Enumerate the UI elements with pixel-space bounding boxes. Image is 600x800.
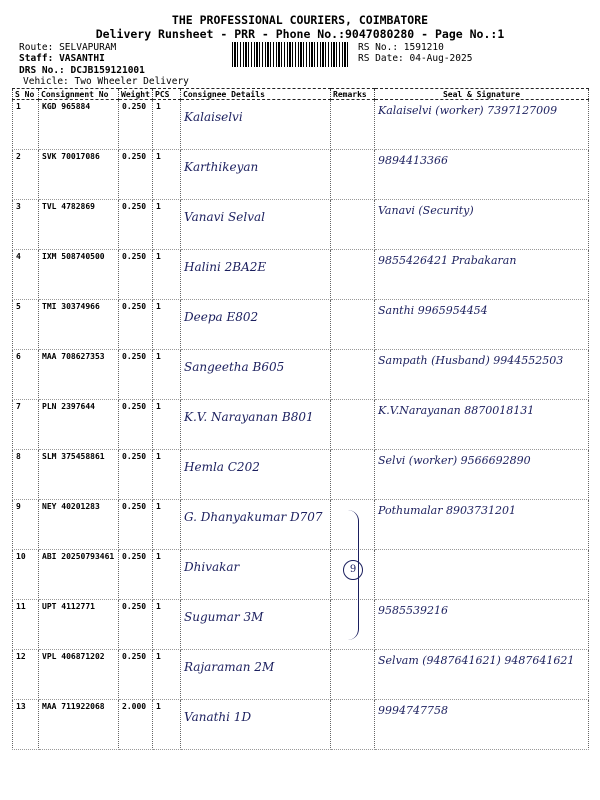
col-seal: Seal & Signature xyxy=(375,89,589,100)
rs-no-label: RS No.: xyxy=(358,42,399,53)
company-title: THE PROFESSIONAL COURIERS, COIMBATORE xyxy=(171,13,429,27)
route-line xyxy=(19,42,116,53)
vehicle-value: Two Wheeler Delivery xyxy=(74,76,189,87)
table-row xyxy=(13,500,589,550)
row-remarks xyxy=(331,700,375,750)
row-sno: 11 xyxy=(13,600,39,650)
row-sno: 2 xyxy=(13,150,39,200)
row-weight: 0.250 xyxy=(119,550,153,600)
row-sno: 7 xyxy=(13,400,39,450)
vehicle-line xyxy=(23,76,189,87)
row-weight: 2.000 xyxy=(119,700,153,750)
row-consignee-handwriting: Dhivakar xyxy=(181,550,331,600)
circled-number: 9 xyxy=(343,560,363,580)
row-pcs: 1 xyxy=(153,300,181,350)
row-weight: 0.250 xyxy=(119,150,153,200)
row-seal-signature: Kalaiselvi (worker) 7397127009 xyxy=(375,100,589,150)
row-weight: 0.250 xyxy=(119,600,153,650)
row-remarks xyxy=(331,200,375,250)
row-consignee-handwriting: Hemla C202 xyxy=(181,450,331,500)
row-consignment-no: ABI 20250793461 xyxy=(39,550,119,600)
staff-label: Staff: xyxy=(19,53,54,64)
row-sno: 8 xyxy=(13,450,39,500)
row-seal-signature: 9894413366 xyxy=(375,150,589,200)
row-consignee-handwriting: Sugumar 3M xyxy=(181,600,331,650)
runsheet-table xyxy=(12,88,589,750)
col-sno: S No xyxy=(13,89,39,100)
row-consignee-handwriting: Vanathi 1D xyxy=(181,700,331,750)
table-row xyxy=(13,450,589,500)
drs-value: DCJB159121001 xyxy=(70,65,145,76)
row-seal-signature: K.V.Narayanan 8870018131 xyxy=(375,400,589,450)
table-row xyxy=(13,650,589,700)
row-pcs: 1 xyxy=(153,400,181,450)
table-row xyxy=(13,150,589,200)
row-weight: 0.250 xyxy=(119,300,153,350)
row-sno: 1 xyxy=(13,100,39,150)
row-weight: 0.250 xyxy=(119,350,153,400)
row-pcs: 1 xyxy=(153,700,181,750)
table-row xyxy=(13,700,589,750)
row-pcs: 1 xyxy=(153,600,181,650)
row-weight: 0.250 xyxy=(119,400,153,450)
barcode xyxy=(232,42,350,67)
row-seal-signature: Santhi 9965954454 xyxy=(375,300,589,350)
row-seal-signature: Vanavi (Security) xyxy=(375,200,589,250)
table-row xyxy=(13,100,589,150)
row-pcs: 1 xyxy=(153,500,181,550)
table-row xyxy=(13,200,589,250)
row-seal-signature xyxy=(375,550,589,600)
row-seal-signature: 9855426421 Prabakaran xyxy=(375,250,589,300)
row-pcs: 1 xyxy=(153,250,181,300)
row-consignee-handwriting: Deepa E802 xyxy=(181,300,331,350)
row-consignment-no: TMI 30374966 xyxy=(39,300,119,350)
row-seal-signature: 9585539216 xyxy=(375,600,589,650)
row-seal-signature: Sampath (Husband) 9944552503 xyxy=(375,350,589,400)
row-consignee-handwriting: G. Dhanyakumar D707 xyxy=(181,500,331,550)
staff-value: VASANTHI xyxy=(59,53,105,64)
row-remarks xyxy=(331,100,375,150)
col-remarks: Remarks xyxy=(331,89,375,100)
col-weight: Weight xyxy=(119,89,153,100)
rs-no-line xyxy=(358,42,444,53)
row-pcs: 1 xyxy=(153,350,181,400)
row-consignment-no: TVL 4782869 xyxy=(39,200,119,250)
row-consignment-no: MAA 711922068 xyxy=(39,700,119,750)
row-seal-signature: 9994747758 xyxy=(375,700,589,750)
row-seal-signature: Pothumalar 8903731201 xyxy=(375,500,589,550)
runsheet-subtitle: Delivery Runsheet - PRR - Phone No.:9047080280 - Page No.:1 xyxy=(95,27,505,41)
row-consignee-handwriting: Vanavi Selval xyxy=(181,200,331,250)
rs-date-value: 04-Aug-2025 xyxy=(409,53,473,64)
row-sno: 9 xyxy=(13,500,39,550)
table-row xyxy=(13,300,589,350)
table-row xyxy=(13,600,589,650)
row-weight: 0.250 xyxy=(119,450,153,500)
row-remarks xyxy=(331,150,375,200)
row-sno: 3 xyxy=(13,200,39,250)
table-row xyxy=(13,550,589,600)
row-remarks xyxy=(331,300,375,350)
table-row xyxy=(13,400,589,450)
row-consignment-no: SVK 70017086 xyxy=(39,150,119,200)
row-consignment-no: IXM 508740500 xyxy=(39,250,119,300)
vehicle-label: Vehicle: xyxy=(23,76,69,87)
row-pcs: 1 xyxy=(153,200,181,250)
row-pcs: 1 xyxy=(153,100,181,150)
drs-label: DRS No.: xyxy=(19,65,65,76)
route-value: SELVAPURAM xyxy=(59,42,117,53)
row-remarks xyxy=(331,250,375,300)
row-consignee-handwriting: K.V. Narayanan B801 xyxy=(181,400,331,450)
row-sno: 10 xyxy=(13,550,39,600)
row-weight: 0.250 xyxy=(119,200,153,250)
row-pcs: 1 xyxy=(153,650,181,700)
table-row xyxy=(13,350,589,400)
row-consignment-no: KGD 965884 xyxy=(39,100,119,150)
row-consignee-handwriting: Karthikeyan xyxy=(181,150,331,200)
row-sno: 5 xyxy=(13,300,39,350)
row-consignee-handwriting: Rajaraman 2M xyxy=(181,650,331,700)
col-consignee: Consignee Details xyxy=(181,89,331,100)
row-sno: 12 xyxy=(13,650,39,700)
row-consignment-no: MAA 708627353 xyxy=(39,350,119,400)
row-consignment-no: SLM 375458861 xyxy=(39,450,119,500)
drs-line xyxy=(19,65,145,76)
table-header-row xyxy=(13,89,589,100)
row-pcs: 1 xyxy=(153,550,181,600)
row-weight: 0.250 xyxy=(119,500,153,550)
col-consignment: Consignment No xyxy=(39,89,119,100)
row-consignment-no: PLN 2397644 xyxy=(39,400,119,450)
row-seal-signature: Selvi (worker) 9566692890 xyxy=(375,450,589,500)
row-consignee-handwriting: Sangeetha B605 xyxy=(181,350,331,400)
row-consignment-no: NEY 40201283 xyxy=(39,500,119,550)
row-remarks xyxy=(331,450,375,500)
row-consignee-handwriting: Kalaiselvi xyxy=(181,100,331,150)
row-pcs: 1 xyxy=(153,450,181,500)
row-consignment-no: UPT 4112771 xyxy=(39,600,119,650)
route-label: Route: xyxy=(19,42,54,53)
row-weight: 0.250 xyxy=(119,100,153,150)
row-remarks xyxy=(331,350,375,400)
row-sno: 13 xyxy=(13,700,39,750)
col-pcs: PCS xyxy=(153,89,181,100)
row-pcs: 1 xyxy=(153,150,181,200)
table-row xyxy=(13,250,589,300)
row-sno: 6 xyxy=(13,350,39,400)
row-sno: 4 xyxy=(13,250,39,300)
row-remarks xyxy=(331,400,375,450)
row-seal-signature: Selvam (9487641621) 9487641621 xyxy=(375,650,589,700)
rs-no-value: 1591210 xyxy=(403,42,444,53)
rs-date-line xyxy=(358,53,472,64)
row-weight: 0.250 xyxy=(119,650,153,700)
row-consignee-handwriting: Halini 2BA2E xyxy=(181,250,331,300)
row-consignment-no: VPL 406871202 xyxy=(39,650,119,700)
rs-date-label: RS Date: xyxy=(358,53,404,64)
row-weight: 0.250 xyxy=(119,250,153,300)
row-remarks xyxy=(331,650,375,700)
staff-line xyxy=(19,53,105,64)
